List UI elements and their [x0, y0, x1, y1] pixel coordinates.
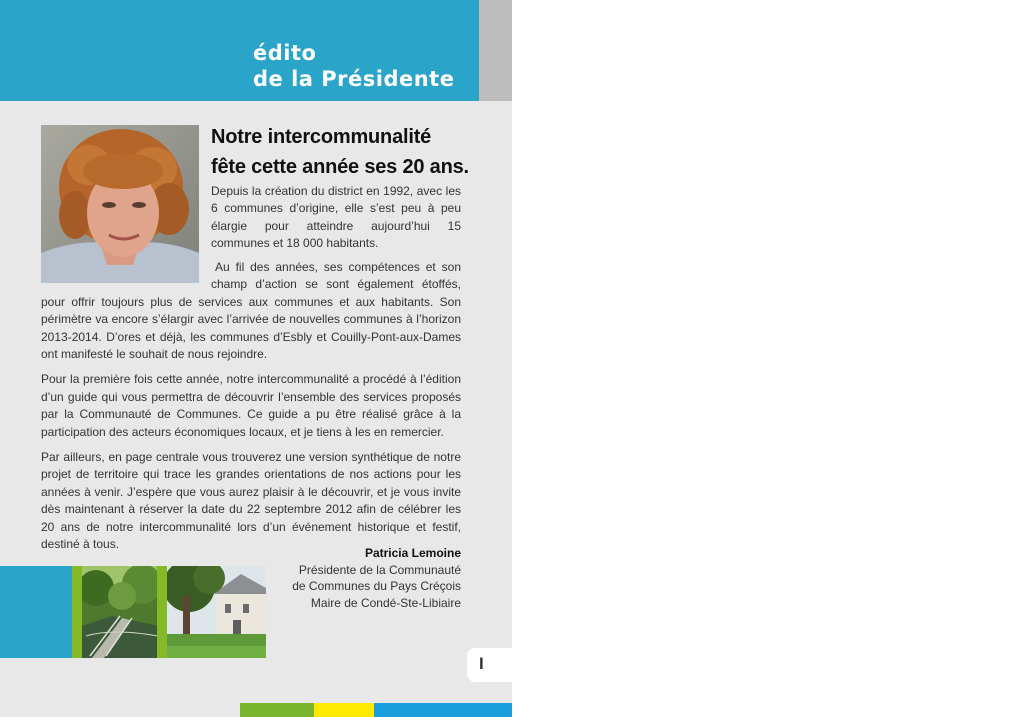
- green-divider-1: [72, 566, 82, 658]
- signature-role-1: Présidente de la Communauté: [298, 562, 461, 577]
- village-photo-illustration: [167, 566, 266, 658]
- page-title: [253, 40, 454, 92]
- headline-line-2: fête cette année ses 20 ans.: [211, 156, 469, 178]
- title-line-2: de la Présidente: [253, 67, 455, 91]
- signature-role-3: Maire de Condé-Ste-Libiaire: [310, 595, 461, 610]
- green-divider-2: [157, 566, 167, 658]
- page-number: I: [479, 654, 484, 673]
- title-line-1: édito: [253, 41, 317, 65]
- signature-name: Patricia Lemoine: [364, 546, 461, 560]
- paragraph-2: Au fil des années, ses compétences et son champ d’action se sont également étoffés, pour offrir toujours plus de services aux communes et aux habitants. Son périmètre va encore s’élargir avec l’arrivée de nouvelles communes à l’horizon 2013-2014. D’ores et déjà, les communes d’Esbly et Couilly-Pont-aux-Dames ont manifesté le souhait de nous rejoindre.: [41, 260, 461, 362]
- page-number-tab: [467, 648, 512, 682]
- bridge-photo: [82, 566, 159, 658]
- bridge-photo-illustration: [82, 566, 159, 658]
- paragraph-1: Depuis la création du district en 1992, avec les 6 communes d’origine, elle s’est peu à peu élargie pour atteindre aujourd’hui 15 communes et 18 000 habitants.: [211, 184, 461, 251]
- headline-line-1: Notre intercommunalité: [211, 126, 432, 148]
- signature-block: [280, 545, 461, 611]
- paragraph-4: Par ailleurs, en page centrale vous trouverez une version synthétique de notre projet de territoire qui trace les grandes orientations de nos actions pour les années à venir. J’espère que vous aurez plaisir à le découvrir, et je vous invite dès maintenant à réserver la date du 22 septembre 2012 afin de célébrer les 20 ans de notre intercommunalité lors d’un événement historique et festif, destiné à tous.: [41, 450, 461, 552]
- color-strip-blue: [374, 703, 512, 717]
- paragraph-3: Pour la première fois cette année, notre intercommunalité a procédé à l’édition d’un guide qui vous permettra de découvrir l’ensemble des services proposés par la Communauté de Communes. Ce guide a pu être réalisé grâce à la participation des acteurs économiques locaux, et je tiens à les en remercier.: [41, 372, 461, 439]
- signature-role-2: de Communes du Pays Créçois: [292, 579, 461, 593]
- article-body: [41, 259, 461, 562]
- color-strip-yellow: [314, 703, 374, 717]
- header-grey-block: [479, 0, 512, 101]
- article-headline: [211, 122, 471, 182]
- village-photo: [167, 566, 266, 658]
- color-strip-green: [240, 703, 314, 717]
- portrait-wrap-spacer: [41, 259, 211, 292]
- bottom-blue-block: [0, 566, 74, 658]
